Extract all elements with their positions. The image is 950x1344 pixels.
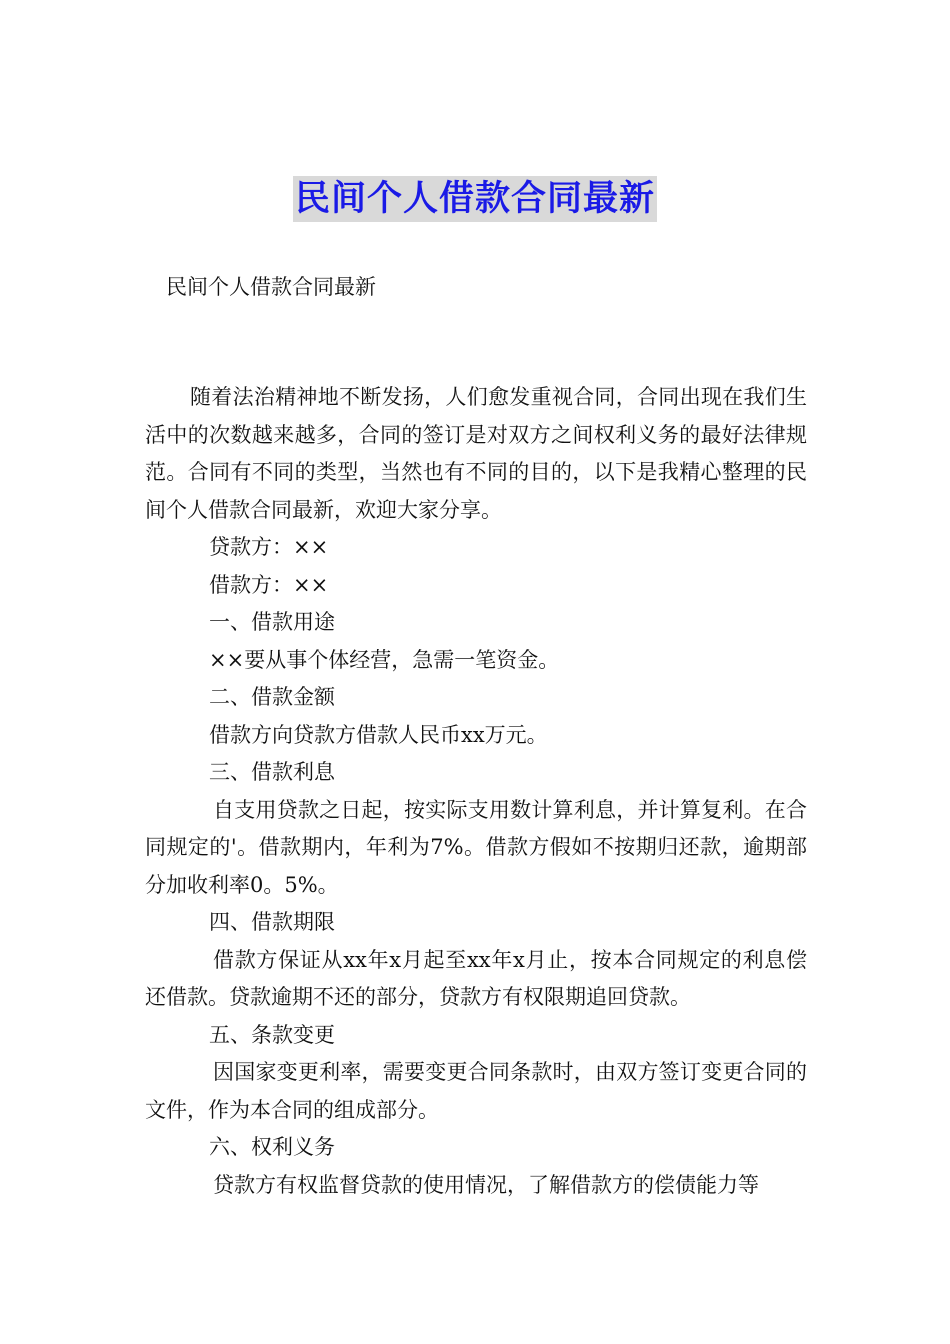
section-content: 自支用贷款之日起，按实际支用数计算利息，并计算复利。在合同规定的'。借款期内，年利为7%。借款方假如不按期归还款，逾期部分加收利率0。5%。 xyxy=(145,797,807,897)
section-content: 借款方向贷款方借款人民币xx万元。 xyxy=(209,722,548,747)
intro-paragraph: 随着法治精神地不断发扬，人们愈发重视合同，合同出现在我们生活中的次数越来越多，合同的签订是对双方之间权利义务的最好法律规范。合同有不同的类型，当然也有不同的目的，以下是我精心整理的民间个人借款合同最新，欢迎大家分享。 xyxy=(145,385,807,522)
section-heading: 五、条款变更 xyxy=(209,1022,335,1047)
section-heading: 四、借款期限 xyxy=(209,910,335,934)
borrower-line: 借款方：×× xyxy=(209,572,329,597)
title-container xyxy=(0,176,950,222)
document-body xyxy=(145,379,807,1204)
document-subtitle: 民间个人借款合同最新 xyxy=(166,275,376,299)
section-heading: 二、借款金额 xyxy=(209,685,335,709)
section-heading: 一、借款用途 xyxy=(209,610,335,634)
section-content: 贷款方有权监督贷款的使用情况，了解借款方的偿债能力等 xyxy=(213,1172,759,1197)
section-content: ××要从事个体经营，急需一笔资金。 xyxy=(209,647,560,672)
lender-line: 贷款方：×× xyxy=(209,535,329,559)
section-heading: 六、权利义务 xyxy=(209,1135,335,1159)
section-heading: 三、借款利息 xyxy=(209,760,335,784)
section-content: 因国家变更利率，需要变更合同条款时，由双方签订变更合同的文件，作为本合同的组成部分。 xyxy=(145,1060,807,1122)
section-content: 借款方保证从xx年x月起至xx年x月止，按本合同规定的利息偿还借款。贷款逾期不还的部分，贷款方有权限期追回贷款。 xyxy=(145,947,807,1009)
document-title: 民间个人借款合同最新 xyxy=(293,176,657,222)
